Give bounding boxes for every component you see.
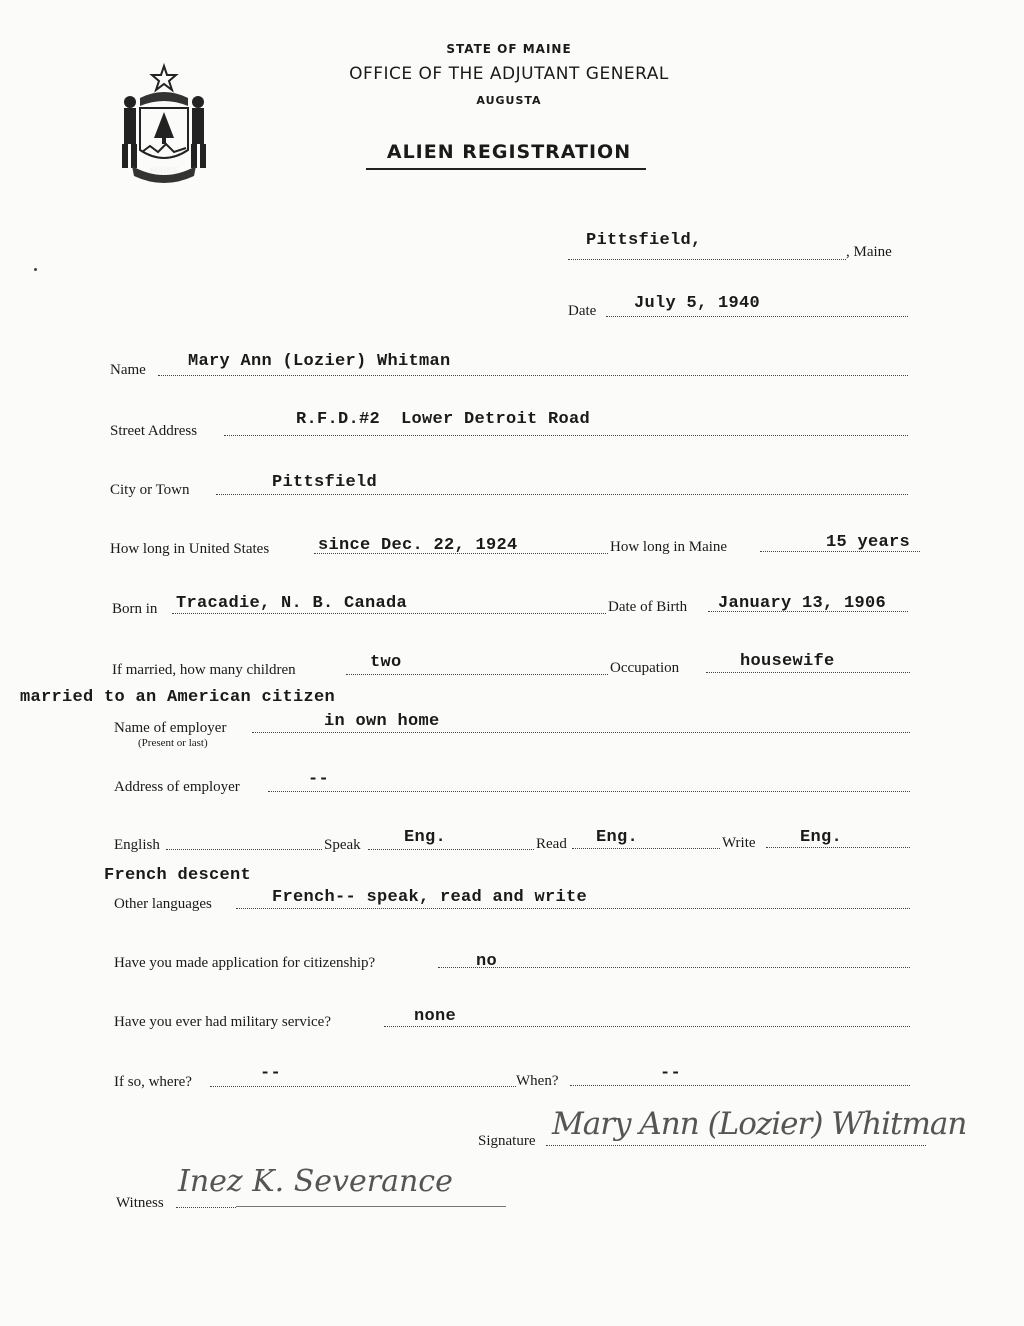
witness-line <box>176 1207 236 1208</box>
employer-value: in own home <box>324 712 440 731</box>
form-title: ALIEN REGISTRATION <box>386 141 632 163</box>
other-languages-line <box>236 908 910 909</box>
write-value: Eng. <box>800 828 843 847</box>
married-note: married to an American citizen <box>20 688 336 707</box>
place-line <box>568 259 846 260</box>
title-underline <box>366 168 646 170</box>
witness-value: Inez K. Severance <box>178 1164 453 1199</box>
speak-label: Speak <box>324 837 361 853</box>
date-value: July 5, 1940 <box>634 294 761 313</box>
place-value: Pittsfield, <box>586 231 702 250</box>
born-label: Born in <box>112 601 158 617</box>
signature-value: Mary Ann (Lozier) Whitman <box>552 1106 967 1142</box>
children-label: If married, how many children <box>112 662 296 678</box>
seal-banner-text: MAINE <box>149 166 179 175</box>
street-value: R.F.D.#2 Lower Detroit Road <box>296 410 591 429</box>
born-value: Tracadie, N. B. Canada <box>176 594 408 613</box>
employer-address-label: Address of employer <box>114 779 240 795</box>
military-line <box>384 1026 910 1027</box>
citizenship-label: Have you made application for citizenship? <box>114 955 376 971</box>
military-value: none <box>414 1007 457 1026</box>
state-heading: STATE OF MAINE <box>446 42 572 56</box>
speak-line <box>368 849 534 850</box>
name-line <box>158 375 908 376</box>
citizenship-line <box>438 967 910 968</box>
citizenship-value: no <box>476 952 498 971</box>
dob-value: January 13, 1906 <box>718 594 887 613</box>
city-heading: AUGUSTA <box>476 94 542 107</box>
maine-state-seal-logo <box>110 62 218 186</box>
employer-label: Name of employer <box>114 720 227 736</box>
how-long-us-label: How long in United States <box>110 541 270 557</box>
place-suffix: , Maine <box>846 244 892 260</box>
city-value: Pittsfield <box>272 473 378 492</box>
witness-label: Witness <box>116 1195 164 1211</box>
where-label: If so, where? <box>114 1074 192 1090</box>
employer-address-line <box>268 791 910 792</box>
english-line <box>166 849 322 850</box>
city-label: City or Town <box>110 482 190 498</box>
read-label: Read <box>536 836 567 852</box>
witness-underline <box>236 1206 506 1207</box>
speak-value: Eng. <box>404 828 447 847</box>
when-value: -- <box>660 1064 682 1083</box>
signature-label: Signature <box>478 1133 536 1149</box>
children-line <box>346 674 608 675</box>
write-line <box>766 847 910 848</box>
read-value: Eng. <box>596 828 639 847</box>
other-languages-label: Other languages <box>114 896 212 912</box>
date-line <box>606 316 908 317</box>
when-label: When? <box>516 1073 559 1089</box>
born-line <box>172 613 606 614</box>
where-value: -- <box>260 1064 282 1083</box>
descent-note: French descent <box>104 866 252 885</box>
other-languages-value: French-- speak, read and write <box>272 888 588 907</box>
name-value: Mary Ann (Lozier) Whitman <box>188 352 451 371</box>
dob-label: Date of Birth <box>608 599 688 615</box>
read-line <box>572 848 720 849</box>
occupation-label: Occupation <box>610 660 680 676</box>
paper-speck <box>34 268 37 271</box>
military-label: Have you ever had military service? <box>114 1014 331 1030</box>
employer-sublabel: (Present or last) <box>138 737 208 749</box>
name-label: Name <box>110 362 146 378</box>
street-line <box>224 435 908 436</box>
how-long-maine-value: 15 years <box>826 533 911 552</box>
english-label: English <box>114 837 160 853</box>
employer-address-value: -- <box>308 770 330 789</box>
office-heading: OFFICE OF THE ADJUTANT GENERAL <box>349 64 669 84</box>
how-long-maine-label: How long in Maine <box>610 539 728 555</box>
how-long-us-value: since Dec. 22, 1924 <box>318 536 518 555</box>
date-label: Date <box>568 303 597 319</box>
write-label: Write <box>722 835 756 851</box>
street-label: Street Address <box>110 423 198 439</box>
children-value: two <box>370 653 402 672</box>
when-line <box>570 1085 910 1086</box>
where-line <box>210 1086 516 1087</box>
employer-line <box>252 732 910 733</box>
signature-line <box>546 1145 926 1146</box>
city-line <box>216 494 908 495</box>
occupation-value: housewife <box>740 652 835 671</box>
occupation-line <box>706 672 910 673</box>
